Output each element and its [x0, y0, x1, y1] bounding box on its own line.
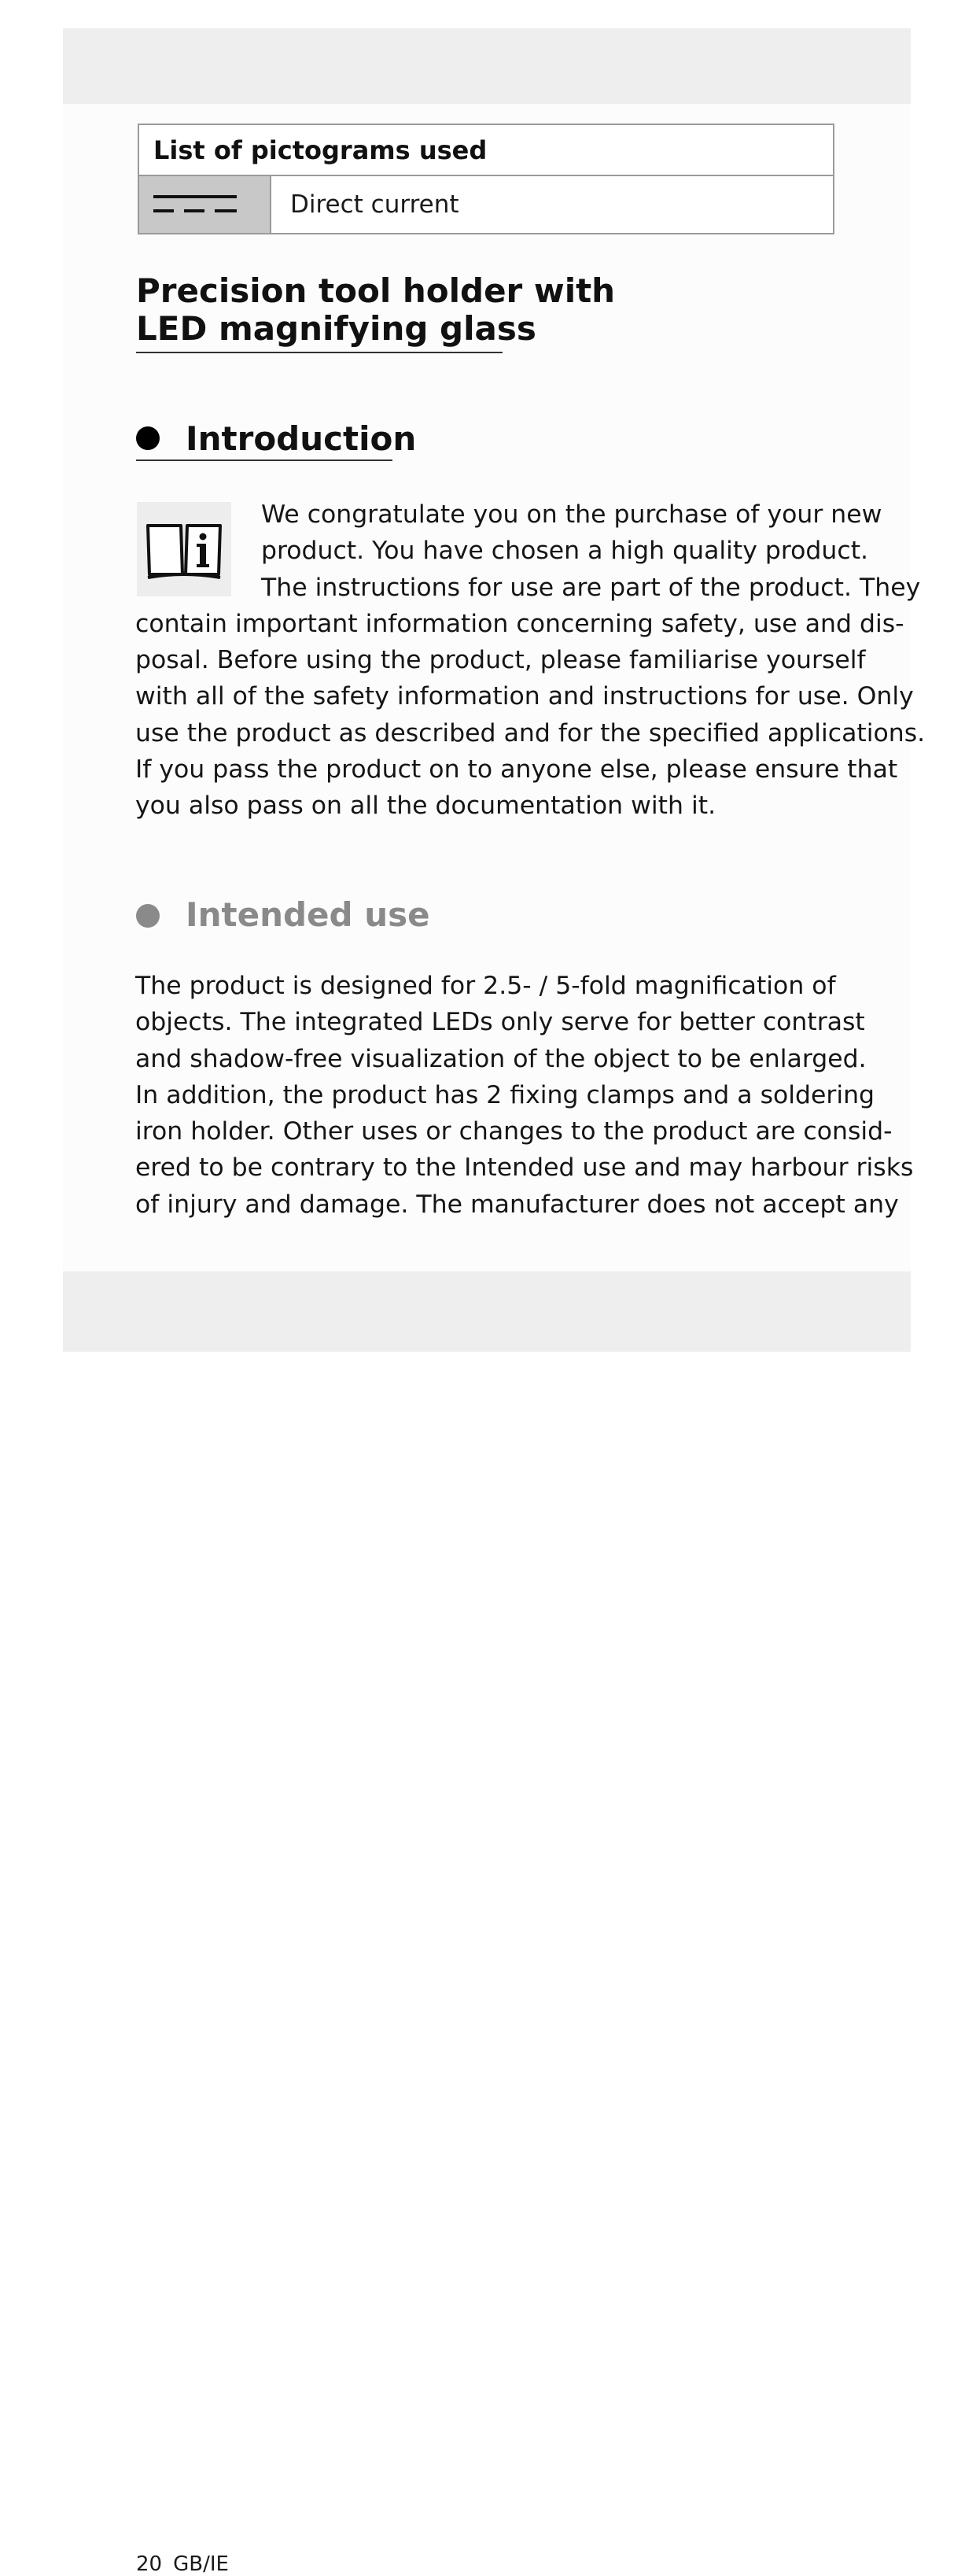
text-line: iron holder. Other uses or changes to the product are consid- [135, 1117, 893, 1146]
text-line: The instructions for use are part of the product. They [261, 573, 921, 602]
section-title: Intended use [186, 895, 430, 934]
text-line: We congratulate you on the purchase of your new [261, 500, 882, 529]
intended-use-text [135, 968, 913, 1223]
header-band [63, 28, 911, 104]
section-heading-intended-use [136, 893, 430, 940]
direct-current-icon [152, 192, 240, 217]
section-title: Introduction [186, 419, 417, 458]
text-line: ered to be contrary to the Intended use and may harbour risks [135, 1153, 914, 1183]
pictogram-row [139, 176, 833, 233]
bullet-icon [136, 426, 160, 450]
product-title-line: LED magnifying glass [136, 309, 536, 348]
product-title-line: Precision tool holder with [136, 271, 616, 310]
text-line: contain important information concerning safety, use and dis- [135, 609, 904, 638]
footer-band [63, 1271, 911, 2576]
text-line: product. You have chosen a high quality product. [261, 537, 869, 566]
text-line: and shadow-free visualization of the object to be enlarged. [135, 1044, 867, 1073]
page-footer [136, 2552, 229, 2576]
title-underline [136, 352, 503, 353]
text-line: you also pass on all the documentation with it. [135, 792, 716, 821]
text-line: The product is designed for 2.5- / 5-fold magnification of [135, 972, 836, 1000]
pictogram-table-header: List of pictograms used [139, 125, 833, 176]
pictogram-icon-cell [139, 176, 271, 233]
text-line: In addition, the product has 2 fixing clamps and a soldering [135, 1080, 875, 1109]
pictogram-table [138, 124, 834, 234]
product-title [136, 272, 615, 348]
page-locale: GB/IE [173, 2552, 229, 2576]
text-line: If you pass the product on to anyone else, please ensure that [135, 755, 898, 784]
text-line: use the product as described and for the specified applications. [135, 718, 926, 747]
text-line: with all of the safety information and instructions for use. Only [135, 682, 914, 711]
page-number: 20 [136, 2552, 163, 2576]
section-heading-introduction [136, 417, 417, 464]
bullet-icon [136, 904, 160, 928]
section-underline [136, 459, 392, 461]
introduction-text [135, 496, 925, 825]
pictogram-label: Direct current [290, 190, 459, 219]
text-line: of injury and damage. The manufacturer does not accept any [135, 1190, 899, 1219]
text-line: posal. Before using the product, please familiarise yourself [135, 646, 866, 675]
text-line: objects. The integrated LEDs only serve for better contrast [135, 1008, 865, 1037]
